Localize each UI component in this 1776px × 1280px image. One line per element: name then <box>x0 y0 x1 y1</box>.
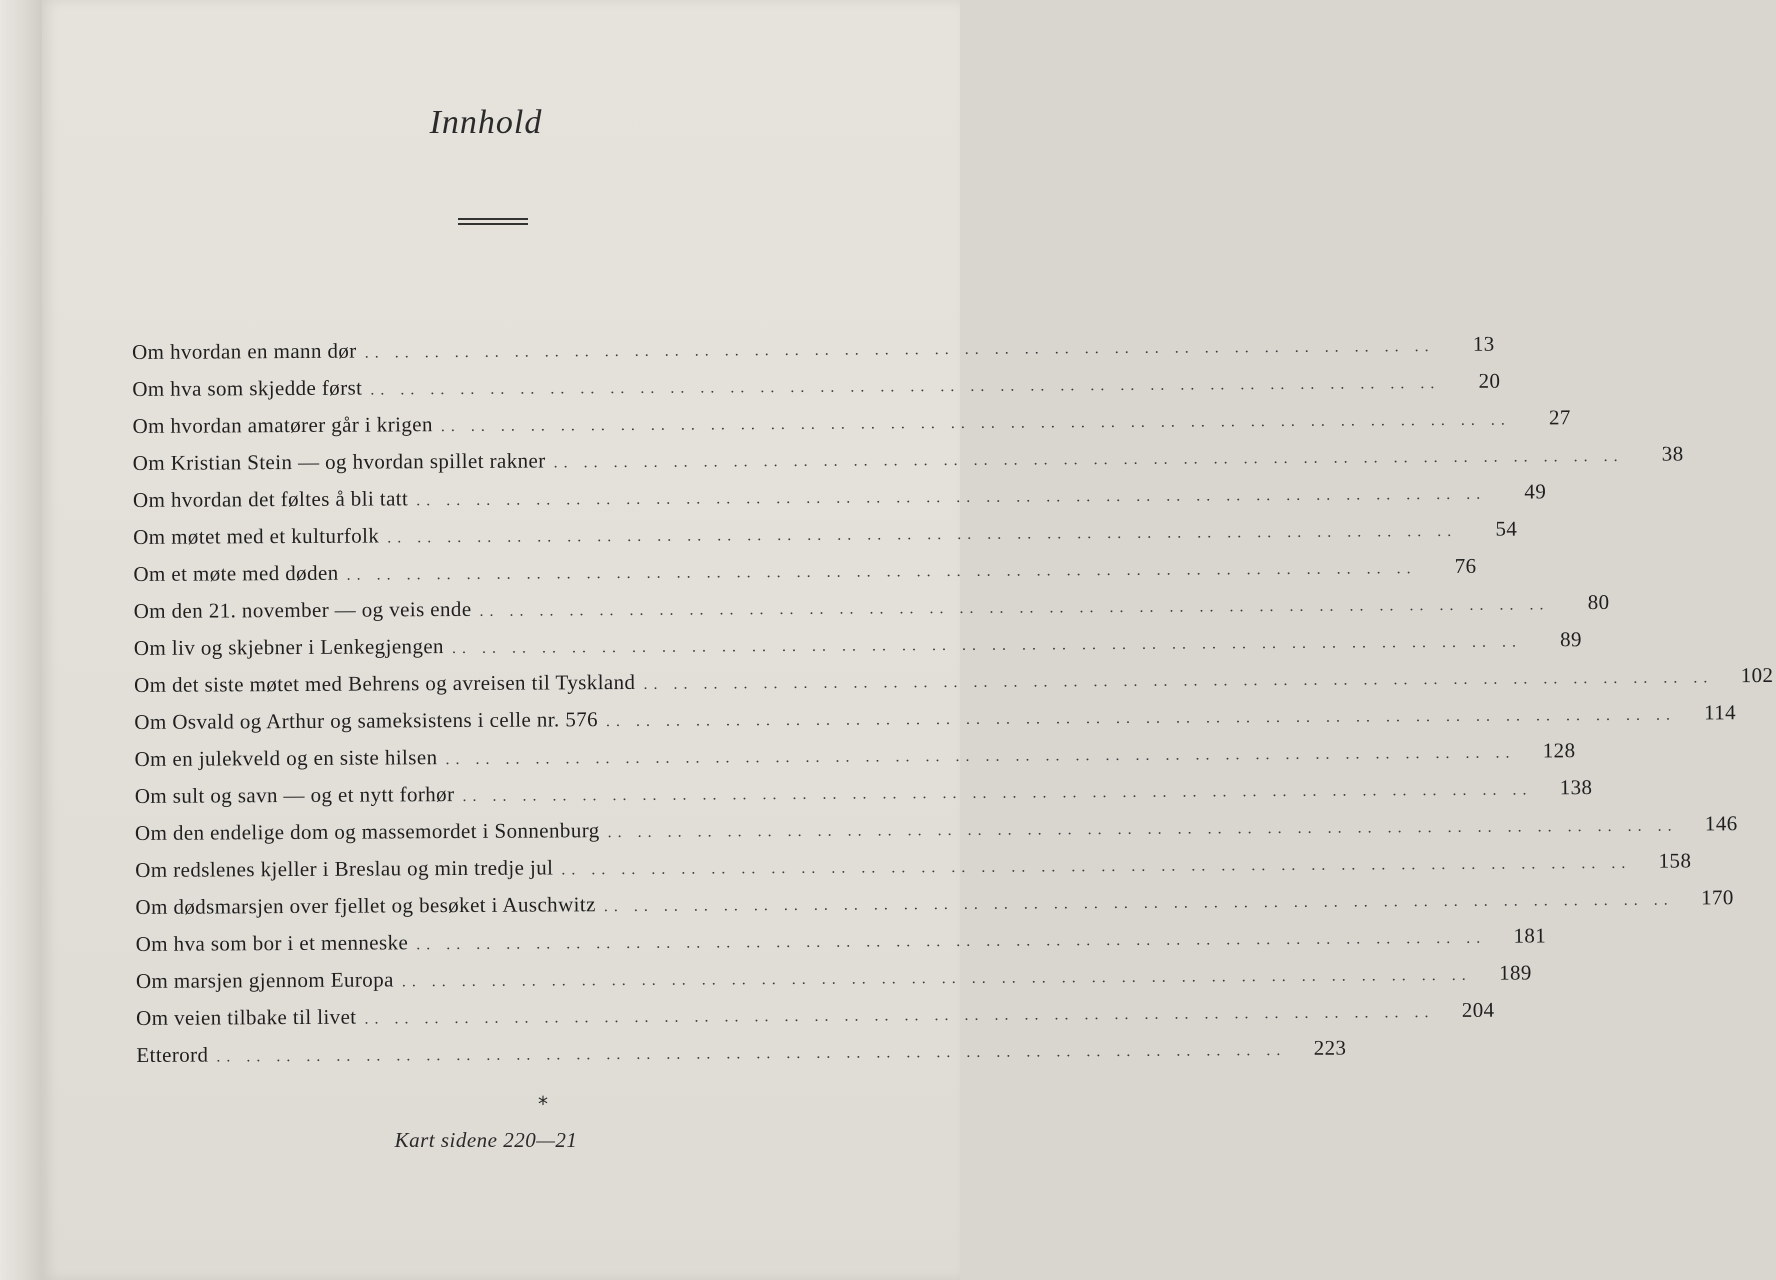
toc-entry-page: 20 <box>1478 368 1501 393</box>
toc-dot-leader: .. .. .. .. .. .. .. .. .. .. .. .. .. .. .. .. .. .. .. .. .. .. .. .. .. .. .. .. .. .. .. .. .. .. .. .. <box>364 1004 1435 1028</box>
toc-dot-leader: .. .. .. .. .. .. .. .. .. .. .. .. .. .. .. .. .. .. .. .. .. .. .. .. .. .. .. .. .. .. .. .. .. .. .. .. <box>607 817 1678 842</box>
toc-dot-leader: .. .. .. .. .. .. .. .. .. .. .. .. .. .. .. .. .. .. .. .. .. .. .. .. .. .. .. .. .. .. .. .. .. .. .. .. <box>440 411 1511 436</box>
toc-dot-leader: .. .. .. .. .. .. .. .. .. .. .. .. .. .. .. .. .. .. .. .. .. .. .. .. .. .. .. .. .. .. .. .. .. .. .. .. <box>462 781 1533 805</box>
toc-entry <box>134 662 1774 710</box>
toc-entry-title: Om hva som skjedde først <box>132 375 363 401</box>
toc-entry-page: 80 <box>1587 589 1610 615</box>
toc-entry-page: 38 <box>1661 441 1684 466</box>
toc-entry-title: Om Osvald og Arthur og sameksistens i celle nr. 576 <box>134 707 599 734</box>
toc-entry <box>135 885 1734 932</box>
toc-entry <box>135 848 1692 895</box>
toc-entry-title: Om hvordan det føltes å bli tatt <box>132 486 409 512</box>
toc-entry-title: Om hva som bor i et menneske <box>135 930 409 956</box>
toc-dot-leader: .. .. .. .. .. .. .. .. .. .. .. .. .. .. .. .. .. .. .. .. .. .. .. .. .. .. .. .. .. .. .. .. .. .. .. .. <box>561 854 1632 879</box>
toc-entry-page: 138 <box>1559 775 1593 800</box>
book-gutter <box>0 0 42 1280</box>
toc-dot-leader: .. .. .. .. .. .. .. .. .. .. .. .. .. .. .. .. .. .. .. .. .. .. .. .. .. .. .. .. .. .. .. .. .. .. .. .. <box>479 596 1550 620</box>
toc-entry <box>133 627 1582 673</box>
toc-dot-leader: .. .. .. .. .. .. .. .. .. .. .. .. .. .. .. .. .. .. .. .. .. .. .. .. .. .. .. .. .. .. .. .. .. .. .. .. <box>387 522 1458 547</box>
page-title: Innhold <box>429 104 543 141</box>
toc-entry-page: 146 <box>1704 811 1738 836</box>
toc-dot-leader: .. .. .. .. .. .. .. .. .. .. .. .. .. .. .. .. .. .. .. .. .. .. .. .. .. .. .. .. .. .. .. .. .. .. .. .. <box>364 338 1435 362</box>
toc-dot-leader: .. .. .. .. .. .. .. .. .. .. .. .. .. .. .. .. .. .. .. .. .. .. .. .. .. .. .. .. .. .. .. .. .. .. .. .. <box>451 633 1522 658</box>
toc-entry <box>134 775 1593 821</box>
toc-entry-title: Etterord <box>136 1042 209 1067</box>
toc-entry-title: Om det siste møtet med Behrens og avreisen til Tyskland <box>134 669 636 697</box>
toc-entry <box>136 997 1495 1043</box>
toc-entry-title: Om den endelige dom og massemordet i Sonnenburg <box>134 818 600 845</box>
toc-entry-title: Om Kristian Stein — og hvordan spillet rakner <box>132 448 546 475</box>
toc-entry-title: Om en julekveld og en siste hilsen <box>134 745 438 771</box>
toc-entry-page: 158 <box>1658 848 1692 873</box>
toc-dot-leader: .. .. .. .. .. .. .. .. .. .. .. .. .. .. .. .. .. .. .. .. .. .. .. .. .. .. .. .. .. .. .. .. .. .. .. .. <box>553 447 1624 472</box>
toc-entry-title: Om marsjen gjennom Europa <box>135 967 394 993</box>
toc-entry-page: 89 <box>1560 627 1582 652</box>
toc-entry-page: 27 <box>1548 405 1571 430</box>
toc-dot-leader: .. .. .. .. .. .. .. .. .. .. .. .. .. .. .. .. .. .. .. .. .. .. .. .. .. .. .. .. .. .. .. .. .. .. .. .. <box>416 929 1487 954</box>
toc-entry-page: 49 <box>1524 479 1547 504</box>
toc-entry <box>132 331 1495 377</box>
toc-entry-page: 76 <box>1454 553 1477 578</box>
toc-entry-title: Om redslenes kjeller i Breslau og min tredje jul <box>135 855 554 882</box>
toc-entry <box>132 441 1684 488</box>
toc-dot-leader: .. .. .. .. .. .. .. .. .. .. .. .. .. .. .. .. .. .. .. .. .. .. .. .. .. .. .. .. .. .. .. .. .. .. .. .. <box>216 1041 1287 1066</box>
toc-dot-leader: .. .. .. .. .. .. .. .. .. .. .. .. .. .. .. .. .. .. .. .. .. .. .. .. .. .. .. .. .. .. .. .. .. .. .. .. <box>643 669 1714 693</box>
toc-entry-title: Om hvordan en mann dør <box>132 338 357 364</box>
toc-entry-page: 189 <box>1498 960 1532 985</box>
toc-entry <box>132 405 1571 451</box>
toc-entry <box>132 368 1501 414</box>
toc-entry-page: 204 <box>1461 997 1495 1022</box>
toc-entry <box>134 738 1576 784</box>
title-double-rule <box>458 218 528 225</box>
toc-entry <box>135 960 1532 1006</box>
toc-entry <box>133 589 1610 636</box>
toc-entry-title: Om den 21. november — og veis ende <box>133 596 472 623</box>
toc-entry <box>132 479 1547 525</box>
toc-dot-leader: .. .. .. .. .. .. .. .. .. .. .. .. .. .. .. .. .. .. .. .. .. .. .. .. .. .. .. .. .. .. .. .. .. .. .. .. <box>346 560 1417 584</box>
asterisk-separator: * <box>538 1092 548 1116</box>
toc-entry-page: 54 <box>1495 516 1518 541</box>
toc-entry-page: 102 <box>1740 662 1774 688</box>
toc-entry-title: Om sult og savn — og et nytt forhør <box>134 782 455 808</box>
toc-entry-title: Om hvordan amatører går i krigen <box>132 412 433 438</box>
toc-dot-leader: .. .. .. .. .. .. .. .. .. .. .. .. .. .. .. .. .. .. .. .. .. .. .. .. .. .. .. .. .. .. .. .. .. .. .. .. <box>416 485 1487 510</box>
toc-dot-leader: .. .. .. .. .. .. .. .. .. .. .. .. .. .. .. .. .. .. .. .. .. .. .. .. .. .. .. .. .. .. .. .. .. .. .. .. <box>603 891 1674 916</box>
toc-dot-leader: .. .. .. .. .. .. .. .. .. .. .. .. .. .. .. .. .. .. .. .. .. .. .. .. .. .. .. .. .. .. .. .. .. .. .. .. <box>445 744 1516 769</box>
toc-entry-title: Om et møte med døden <box>133 560 339 586</box>
toc-entry-title: Om veien tilbake til livet <box>136 1004 357 1030</box>
toc-entry-page: 13 <box>1472 331 1495 356</box>
toc-entry-page: 170 <box>1700 885 1734 910</box>
map-pages-note: Kart sidene 220—21 <box>394 1128 578 1152</box>
toc-entry-page: 181 <box>1513 923 1547 948</box>
toc-dot-leader: .. .. .. .. .. .. .. .. .. .. .. .. .. .. .. .. .. .. .. .. .. .. .. .. .. .. .. .. .. .. .. .. .. .. .. .. <box>605 706 1677 731</box>
toc-entry-page: 128 <box>1542 738 1576 763</box>
toc-entry-title: Om møtet med et kulturfolk <box>133 523 380 549</box>
toc-entry <box>134 811 1738 858</box>
toc-entry <box>133 553 1477 599</box>
toc-entry <box>134 700 1737 747</box>
toc-entry <box>133 516 1518 562</box>
toc-entry-title: Om dødsmarsjen over fjellet og besøket i Auschwitz <box>135 892 596 919</box>
toc-dot-leader: .. .. .. .. .. .. .. .. .. .. .. .. .. .. .. .. .. .. .. .. .. .. .. .. .. .. .. .. .. .. .. .. .. .. .. .. <box>370 375 1441 399</box>
toc-entry-page: 114 <box>1703 700 1737 725</box>
book-page <box>42 0 1774 1280</box>
table-of-contents <box>132 331 1774 1080</box>
toc-entry-title: Om liv og skjebner i Lenkegjengen <box>133 634 444 660</box>
toc-dot-leader: .. .. .. .. .. .. .. .. .. .. .. .. .. .. .. .. .. .. .. .. .. .. .. .. .. .. .. .. .. .. .. .. .. .. .. .. <box>401 966 1472 991</box>
toc-entry-page: 223 <box>1313 1035 1347 1060</box>
toc-entry <box>136 1035 1347 1080</box>
toc-entry <box>135 923 1547 969</box>
